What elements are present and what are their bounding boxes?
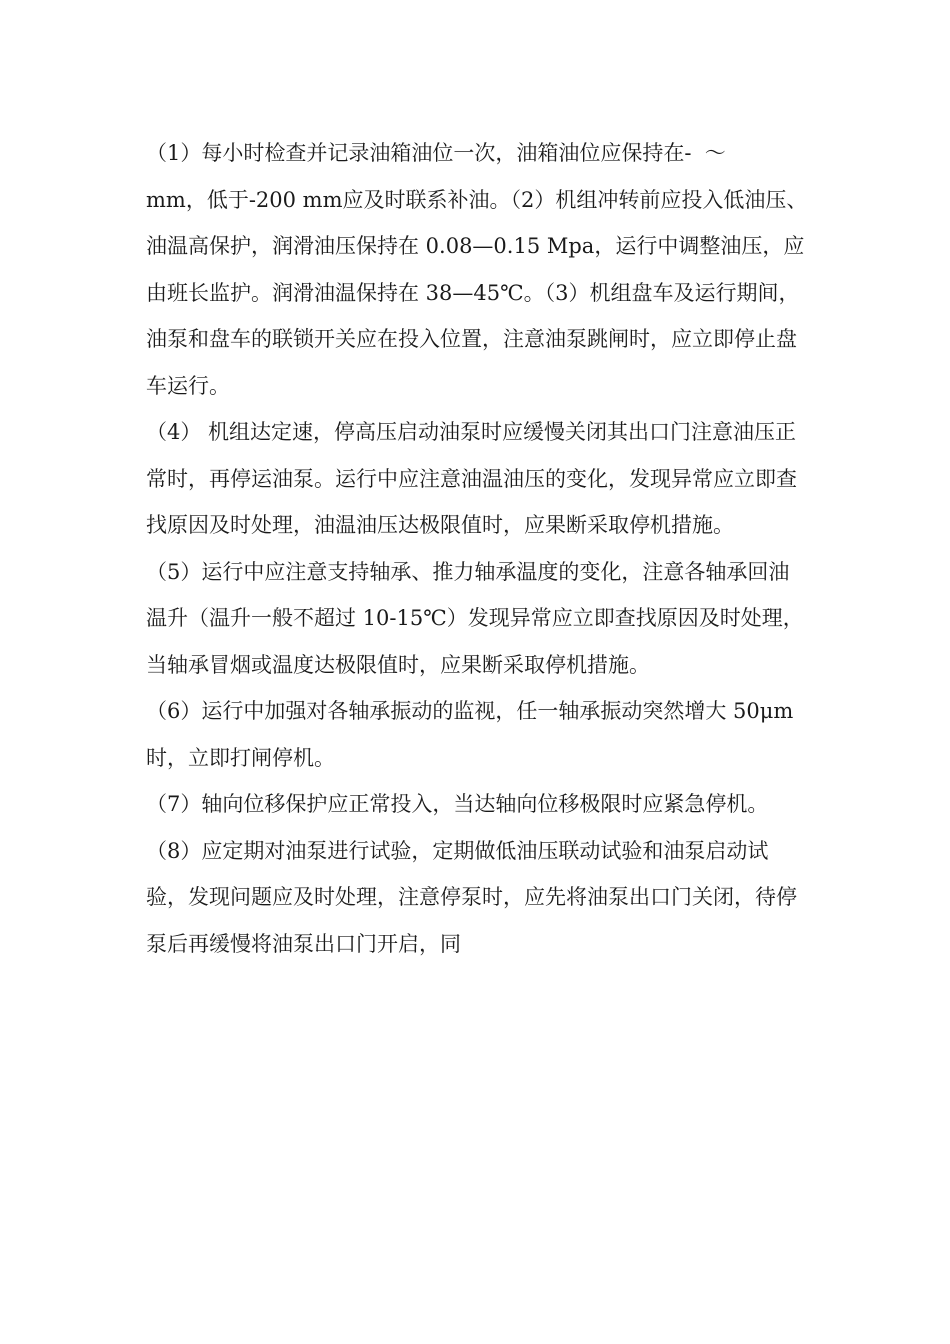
paragraph-axial-displacement: （7）轴向位移保护应正常投入，当达轴向位移极限时应紧急停机。 — [146, 792, 769, 816]
paragraph-oil-pressure-protection: mm，低于-200 mm应及时联系补油。（2）机组冲转前应投入低油压、油温高保护，润滑油压保持在 0.08—0.15 Mpa，运行中调整油压，应由班长监护。润滑油温保持在 38—45℃。（3）机组盘车及运行期间，油泵和盘车的联锁开关应在投入位置，注意油泵跳闸时，应立即停止盘车运行。 — [146, 187, 808, 398]
paragraph-bearing-vibration: （6）运行中加强对各轴承振动的监视，任一轴承振动突然增大 50μm时，立即打闸停机。 — [146, 699, 794, 770]
paragraph-bearing-temperature: （5）运行中应注意支持轴承、推力轴承温度的变化，注意各轴承回油温升（温升一般不超过 10-15℃）发现异常应立即查找原因及时处理，当轴承冒烟或温度达极限值时，应果断采取停机措施。 — [146, 559, 804, 677]
paragraph-rated-speed: （4） 机组达定速，停高压启动油泵时应缓慢关闭其出口门注意油压正常时，再停运油泵。运行中应注意油温油压的变化，发现异常应立即查找原因及时处理，油温油压达极限值时，应果断采取停机措施。 — [146, 420, 797, 537]
paragraph-oil-level-check: （1）每小时检查并记录油箱油位一次，油箱油位应保持在- ～ — [146, 141, 726, 165]
paragraph-oil-pump-test: （8）应定期对油泵进行试验，定期做低油压联动试验和油泵启动试验，发现问题应及时处理，注意停泵时，应先将油泵出口门关闭，待停泵后再缓慢将油泵出口门开启，同 — [146, 838, 797, 956]
document-body — [146, 130, 808, 967]
